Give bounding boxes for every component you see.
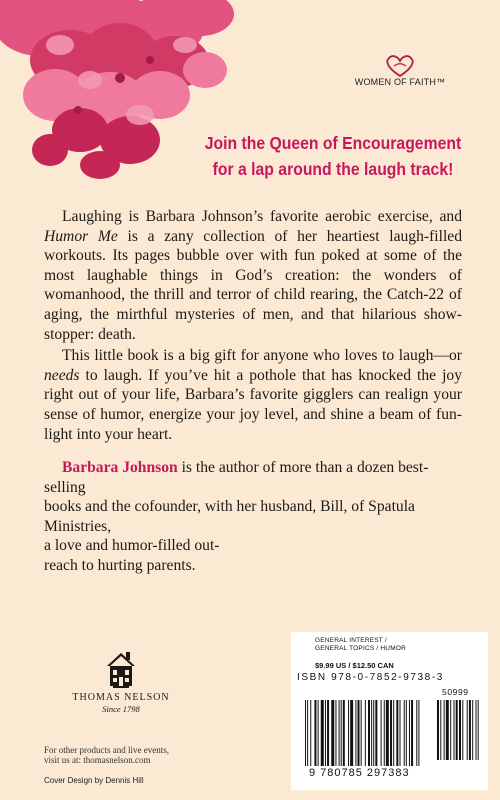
publisher-contact: For other products and live events, visit us at: thomasnelson.com — [44, 745, 169, 765]
isbn-label: ISBN 978-0-7852-9738-3 — [297, 672, 444, 683]
description-paragraph-2: This little book is a big gift for anyone who loves to laugh—or needs to laugh. If you’ve hit a pothole that has knocked the joy right out of your life, Barbara’s favorite gigglers can realign your sense of humor, energize your joy level, and shine a beam of fun-light into your heart. — [44, 347, 462, 443]
price-label: $9.99 US / $12.50 CAN — [315, 661, 394, 670]
publisher-logo — [56, 648, 186, 714]
emphasis-word: needs — [44, 366, 80, 384]
headline-line-2: for a lap around the laugh track! — [212, 159, 454, 179]
women-of-faith-logo: WOMEN OF FAITH™ — [352, 54, 448, 96]
category-label: GENERAL INTEREST / GENERAL TOPICS / HUMOR — [315, 637, 406, 652]
heart-logo-icon — [383, 54, 417, 78]
publisher-name: THOMAS NELSON — [72, 692, 170, 703]
book-title: Humor Me — [44, 227, 118, 245]
price-code: 50999 — [442, 687, 469, 697]
description — [44, 207, 462, 444]
publisher-since: Since 1798 — [102, 704, 140, 714]
description-paragraph-1: Laughing is Barbara Johnson’s favorite aerobic exercise, and Humor Me is a zany collection of her heartiest laugh-filled workouts. Its pages bubble over with fun poked at some of the most laughable things in God’s creation: the wonders of womanhood, the thrill and terror of child rearing, the Catch-22 of aging, the mirthful mysteries of men, and that hilarious show-stopper: death. — [44, 208, 462, 343]
author-name: Barbara Johnson — [62, 459, 178, 476]
author-bio: Barbara Johnson is the author of more than a dozen best-selling books and the cofounder, with her husband, Bill, of Spatula Ministries, a love and humor-filled out- reach to hurting parents. — [44, 459, 429, 574]
headline-line-1: Join the Queen of Encouragement — [204, 133, 462, 153]
house-logo-icon — [104, 648, 138, 688]
headline — [197, 130, 469, 182]
barcode-image — [291, 696, 488, 768]
barcode-panel — [291, 632, 488, 790]
ean-number: 9 780785 297383 — [309, 767, 410, 779]
cover-credit: Cover Design by Dennis Hill — [44, 776, 144, 785]
